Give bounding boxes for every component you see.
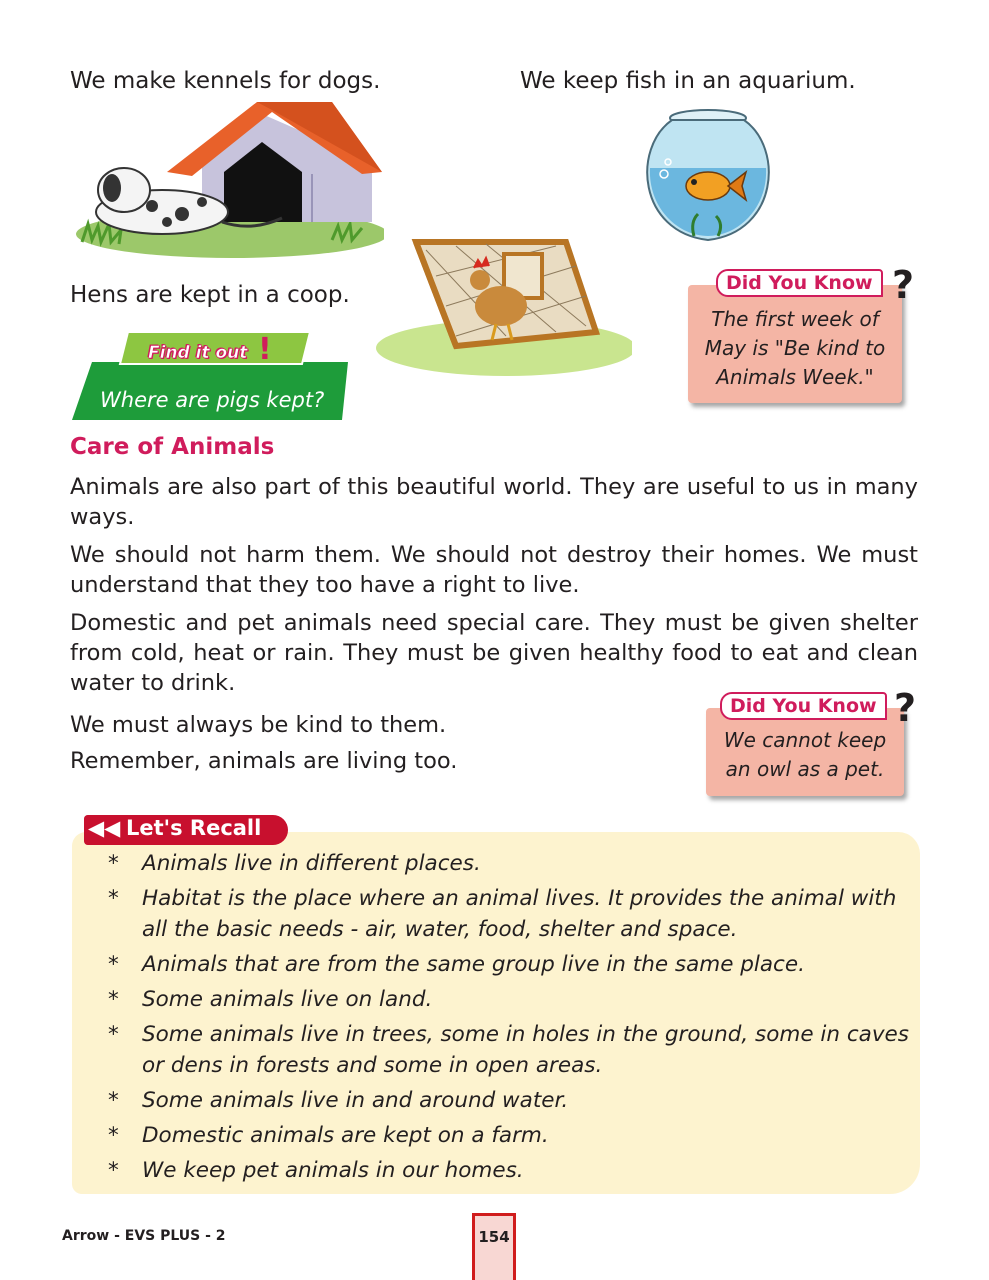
list-item: * Animals live in different places. — [108, 851, 481, 876]
did-you-know-line: We cannot keep — [723, 728, 887, 752]
list-item: * Some animals live on land. — [108, 987, 433, 1012]
did-you-know-line: an owl as a pet. — [725, 757, 885, 781]
section-heading: Care of Animals — [70, 434, 275, 460]
page-number: 154 — [478, 1228, 510, 1246]
find-it-out-title: Find it out — [148, 343, 248, 363]
question-mark-icon: ? — [891, 263, 914, 307]
list-item: * Some animals live in and around water. — [108, 1088, 569, 1113]
hen-coop-illustration — [356, 236, 632, 382]
paragraph: Domestic and pet animals need special care. They must be given shelter from cold, heat or rain. They must be given healthy food to eat and clean water to drink. — [70, 610, 918, 696]
rewind-icon: ◀◀ — [88, 816, 121, 840]
did-you-know-box-2 — [706, 686, 916, 796]
did-you-know-box-1 — [688, 263, 914, 403]
did-you-know-line: The first week of — [711, 307, 879, 331]
list-item: * We keep pet animals in our homes. — [108, 1158, 524, 1183]
list-item: * Habitat is the place where an animal lives. It provides the animal with all the basic needs - air, water, food, shelter and space. — [108, 886, 897, 942]
kennel-caption: We make kennels for dogs. — [70, 68, 381, 94]
dog-kennel-illustration — [72, 102, 384, 260]
paragraph: Remember, animals are living too. — [70, 748, 458, 774]
did-you-know-line: Animals Week." — [716, 365, 874, 389]
aquarium-caption: We keep fish in an aquarium. — [520, 68, 856, 94]
list-item: * Some animals live in trees, some in holes in the ground, some in caves or dens in forests and some in open areas. — [108, 1022, 909, 1078]
recall-tab — [84, 815, 288, 845]
paragraph: We should not harm them. We should not destroy their homes. We must understand that they too have a right to live. — [70, 542, 918, 598]
did-you-know-line: May is "Be kind to — [704, 336, 886, 360]
book-title: Arrow - EVS PLUS - 2 — [62, 1228, 226, 1244]
did-you-know-title-1: Did You Know — [716, 269, 883, 297]
did-you-know-title-2: Did You Know — [720, 692, 887, 720]
recall-title: Let's Recall — [126, 816, 262, 840]
paragraph: Animals are also part of this beautiful world. They are useful to us in many ways. — [70, 474, 918, 530]
coop-caption: Hens are kept in a coop. — [70, 282, 350, 308]
find-it-out-question: Where are pigs kept? — [100, 388, 325, 412]
page-number-box — [472, 1213, 516, 1280]
list-item: * Domestic animals are kept on a farm. — [108, 1123, 549, 1148]
question-mark-icon: ? — [893, 686, 916, 730]
paragraph: We must always be kind to them. — [70, 712, 447, 738]
exclamation-icon: ! — [258, 332, 272, 367]
recall-list — [104, 848, 924, 1190]
list-item: * Animals that are from the same group live in the same place. — [108, 952, 805, 977]
fish-bowl-illustration — [638, 108, 778, 244]
